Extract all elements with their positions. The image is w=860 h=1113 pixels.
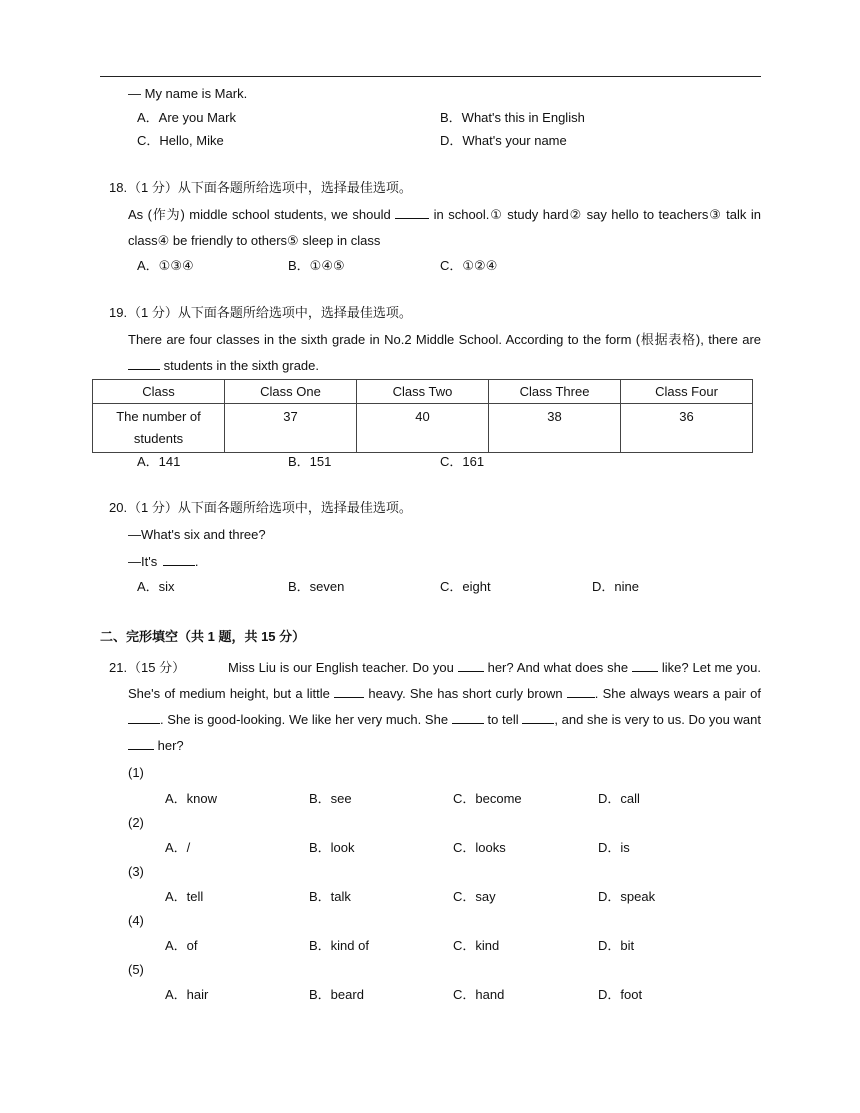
- table-cell: 38: [489, 404, 621, 453]
- class-table: [92, 379, 753, 453]
- section-title: 二、完形填空（共 1 题，共 15 分）: [100, 629, 306, 644]
- table-row: [93, 404, 753, 453]
- q17-option-b[interactable]: B．What's this in English: [440, 110, 585, 125]
- q18-stem-part2: in school.① study hard② say hello to teachers③ talk in class④ be friendly to others⑤ sleep in class: [128, 207, 761, 248]
- q21-text-4: heavy. She has short curly brown: [368, 686, 563, 701]
- q19-option-c[interactable]: C．161: [440, 454, 485, 469]
- q20-question: —What's six and three?: [128, 527, 266, 542]
- q21-text-2: her? And what does she: [487, 660, 629, 675]
- q19-option-a[interactable]: A．141: [137, 454, 181, 469]
- q19-stem: [128, 327, 761, 379]
- q19-number: 19.: [109, 305, 128, 320]
- q17-option-c[interactable]: C．Hello, Mike: [137, 133, 224, 148]
- q21-text-1: Miss Liu is our English teacher. Do you: [228, 660, 454, 675]
- q21-sub2-option-b[interactable]: B．look: [309, 840, 355, 855]
- q18-option-c[interactable]: C．①②④: [440, 258, 498, 273]
- q18-option-a[interactable]: A．①③④: [137, 258, 194, 273]
- table-cell: 40: [357, 404, 489, 453]
- q21-text-8: , and she is very to us. Do you want: [554, 712, 761, 727]
- q21-score: （15 分）: [128, 660, 186, 675]
- table-cell: 36: [621, 404, 753, 453]
- q20-answer-suffix: .: [194, 554, 199, 569]
- q21-sub4-option-a[interactable]: A．of: [165, 938, 198, 953]
- q21-blank-5: [128, 711, 160, 724]
- q21-sub4-option-d[interactable]: D．bit: [598, 938, 635, 953]
- q21-sub-label: (1): [128, 765, 144, 780]
- q21-sub-label: (4): [128, 913, 144, 928]
- q20-option-d[interactable]: D．nine: [592, 579, 639, 594]
- q21-sub2-option-a[interactable]: A．/: [165, 840, 191, 855]
- q20-answer-prefix: —It's: [128, 554, 158, 569]
- q17-option-a[interactable]: A．Are you Mark: [137, 110, 236, 125]
- q20-answer-line: [128, 553, 198, 570]
- q19-stem-part2: students in the sixth grade.: [163, 358, 319, 373]
- q21-sub-label: (2): [128, 815, 144, 830]
- q17-answer-line: — My name is Mark.: [128, 86, 248, 101]
- table-header-cell: Class: [93, 380, 225, 404]
- table-header-cell: Class One: [225, 380, 357, 404]
- q18-blank: [395, 206, 429, 219]
- q21-sub5-option-b[interactable]: B．beard: [309, 987, 364, 1002]
- q21-blank-1: [458, 659, 484, 672]
- table-header-row: [93, 380, 753, 404]
- table-header-cell: Class Three: [489, 380, 621, 404]
- q18-stem-part1: As (作为) middle school students, we should: [128, 207, 391, 222]
- table-cell: 37: [225, 404, 357, 453]
- q21-sub3-option-d[interactable]: D．speak: [598, 889, 656, 904]
- q21-sub2-option-c[interactable]: C．looks: [453, 840, 506, 855]
- q18-option-b[interactable]: B．①④⑤: [288, 258, 345, 273]
- header-rule: [100, 76, 761, 77]
- q21-blank-6: [452, 711, 484, 724]
- q21-sub-label: (3): [128, 864, 144, 879]
- q18-number: 18.: [109, 180, 128, 195]
- table-header-cell: Class Four: [621, 380, 753, 404]
- q20-number: 20.: [109, 500, 128, 515]
- q17-option-d[interactable]: D．What's your name: [440, 133, 567, 148]
- table-cell-label: The number of students: [93, 404, 225, 453]
- q20-blank: [163, 553, 195, 566]
- q21-text-9: her?: [157, 738, 184, 753]
- q21-sub2-option-d[interactable]: D．is: [598, 840, 630, 855]
- q21-sub3-option-b[interactable]: B．talk: [309, 889, 351, 904]
- q21-blank-3: [334, 685, 364, 698]
- q21-sub1-option-a[interactable]: A．know: [165, 791, 218, 806]
- q21-sub4-option-c[interactable]: C．kind: [453, 938, 500, 953]
- q21-sub4-option-b[interactable]: B．kind of: [309, 938, 369, 953]
- q21-sub-label: (5): [128, 962, 144, 977]
- q18-stem: [128, 202, 761, 254]
- q21-passage: [128, 655, 761, 759]
- q20-option-b[interactable]: B．seven: [288, 579, 345, 594]
- q20-option-c[interactable]: C．eight: [440, 579, 491, 594]
- q21-sub5-option-a[interactable]: A．hair: [165, 987, 209, 1002]
- q21-sub1-option-d[interactable]: D．call: [598, 791, 640, 806]
- q19-instruction: （1 分）从下面各题所给选项中，选择最佳选项。: [128, 305, 412, 320]
- q21-number: 21.: [109, 660, 128, 675]
- q21-text-7: to tell: [487, 712, 519, 727]
- q21-sub3-option-c[interactable]: C．say: [453, 889, 496, 904]
- q20-instruction: （1 分）从下面各题所给选项中，选择最佳选项。: [128, 500, 412, 515]
- q21-text-5: . She always wears a pair of: [594, 686, 761, 701]
- q19-blank: [128, 357, 160, 370]
- q19-stem-part1: There are four classes in the sixth grade in No.2 Middle School. According to the form (根据表格), there are: [128, 332, 761, 347]
- q21-sub1-option-c[interactable]: C．become: [453, 791, 522, 806]
- q18-instruction: （1 分）从下面各题所给选项中，选择最佳选项。: [128, 180, 412, 195]
- q21-sub5-option-c[interactable]: C．hand: [453, 987, 505, 1002]
- q21-blank-4: [567, 685, 595, 698]
- q20-option-a[interactable]: A．six: [137, 579, 175, 594]
- q21-text-3: like? Let me you. She's of medium height, but a little: [128, 660, 761, 701]
- q21-sub1-option-b[interactable]: B．see: [309, 791, 352, 806]
- q21-sub3-option-a[interactable]: A．tell: [165, 889, 204, 904]
- q21-blank-2: [632, 659, 658, 672]
- table-header-cell: Class Two: [357, 380, 489, 404]
- q21-text-6: . She is good-looking. We like her very much. She: [160, 712, 449, 727]
- q19-option-b[interactable]: B．151: [288, 454, 332, 469]
- q21-sub5-option-d[interactable]: D．foot: [598, 987, 643, 1002]
- q21-blank-8: [128, 737, 154, 750]
- q21-blank-7: [522, 711, 554, 724]
